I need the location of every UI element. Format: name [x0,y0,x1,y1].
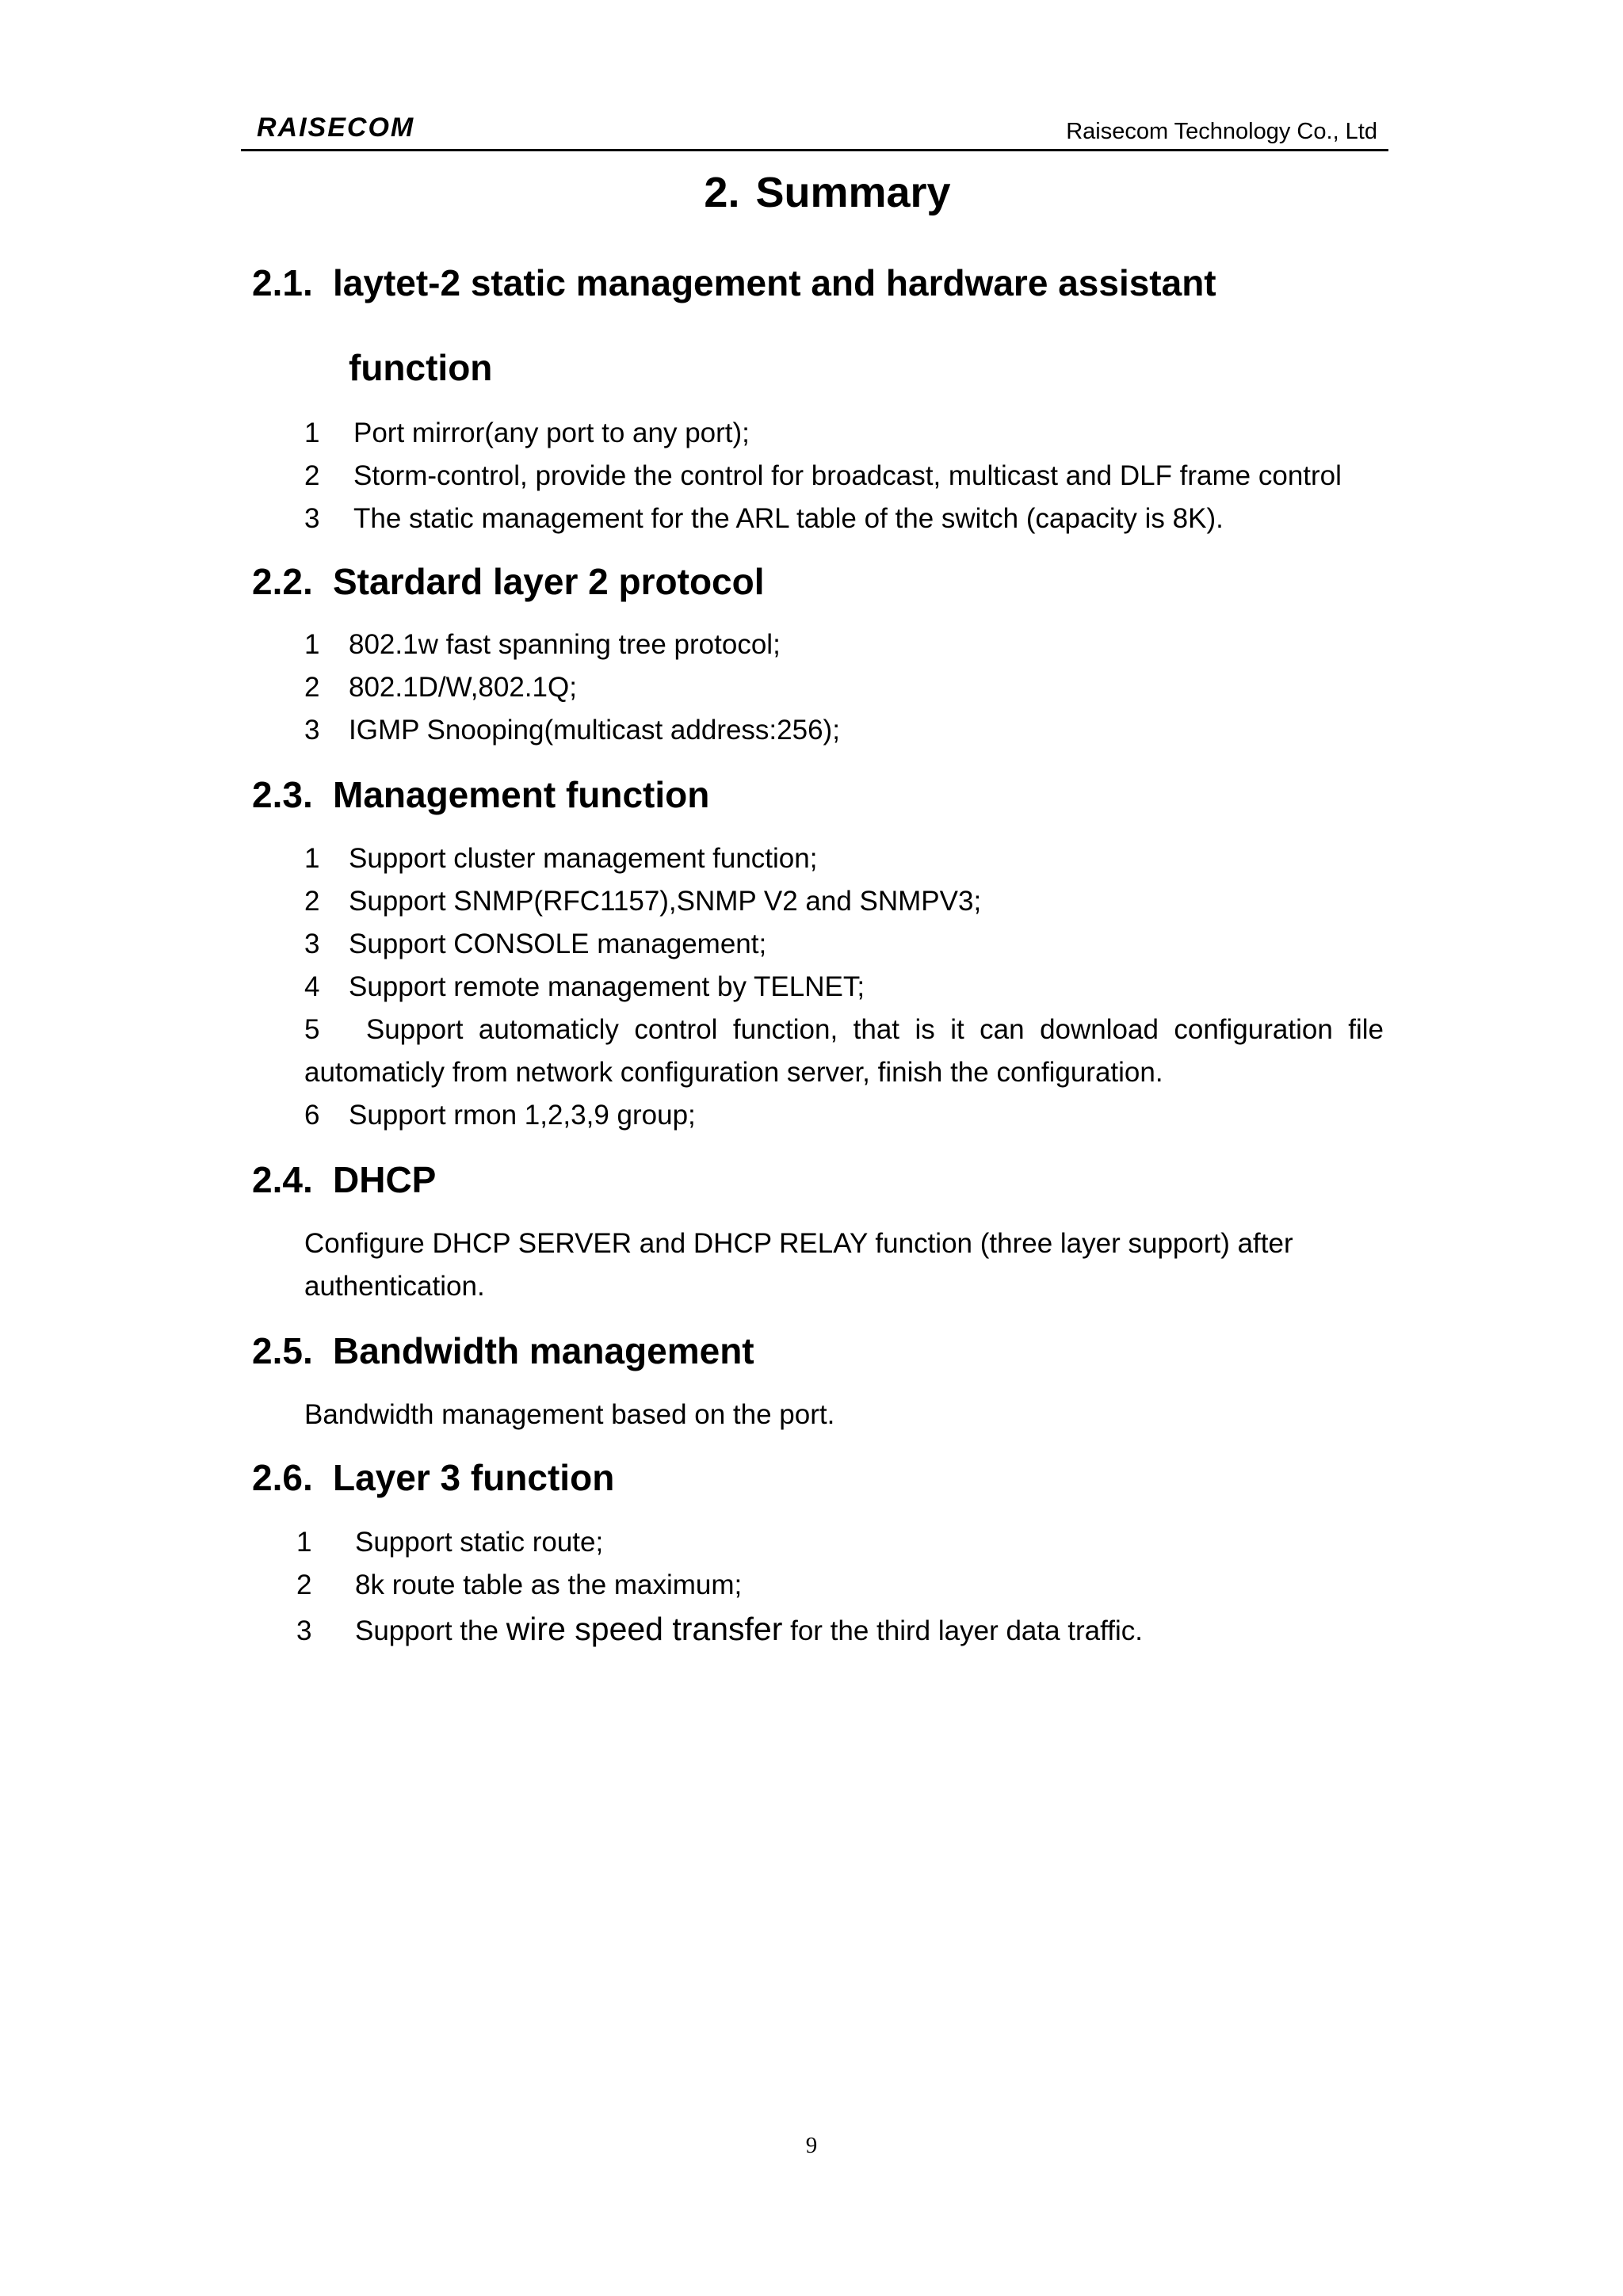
list-text: Support SNMP(RFC1157),SNMP V2 and SNMPV3; [349,886,982,917]
list-item [304,1100,696,1131]
paragraph-line: authentication. [304,1271,485,1302]
chapter-number: 2. [704,169,740,216]
section-heading-2-5 [252,1329,754,1372]
list-text: The static management for the ARL table of the switch (capacity is 8K). [353,503,1224,534]
list-number: 2 [304,672,320,703]
list-item [296,1611,1143,1648]
list-number: 2 [296,1569,312,1600]
list-item [304,672,577,704]
list-item [304,715,840,746]
list-number: 1 [304,418,320,448]
list-number: 1 [304,629,320,660]
list-text: automaticly from network configuration server, finish the configuration. [304,1057,1163,1088]
list-item [304,929,766,960]
list-item-continued [304,1057,1163,1089]
list-text: Support rmon 1,2,3,9 group; [349,1100,696,1131]
section-heading-2-3 [252,773,709,816]
section-title: DHCP [333,1159,437,1200]
list-text: Support remote management by TELNET; [349,971,865,1002]
section-title: Management function [333,774,710,815]
list-number: 5 [304,1014,320,1045]
list-text: for the third layer data traffic. [782,1615,1143,1646]
page-number: 9 [805,2133,818,2158]
list-number: 3 [304,715,320,746]
list-item [304,1014,1384,1046]
section-number: 2.6. [252,1457,313,1498]
list-item [304,460,1342,492]
section-number: 2.1. [252,262,313,303]
company-name: Raisecom Technology Co., Ltd [1066,119,1377,144]
list-text: Support CONSOLE management; [349,929,767,959]
raisecom-logo: RAISECOM [257,113,415,143]
section-heading-2-1 [252,261,1216,304]
list-text-emphasis: wire speed transfer [506,1611,783,1647]
list-number: 3 [304,503,320,534]
list-text: Support static route; [355,1527,604,1558]
list-text: 802.1D/W,802.1Q; [349,672,577,703]
section-title: laytet-2 static management and hardware assistant [333,262,1216,303]
list-item [304,886,981,917]
page-header [241,111,1388,151]
list-text: 8k route table as the maximum; [355,1569,743,1600]
chapter-title-text: Summary [755,169,951,216]
section-heading-2-4 [252,1158,436,1201]
list-text: Support cluster management function; [349,843,818,874]
list-item [304,971,865,1003]
list-number: 4 [304,971,320,1002]
list-item [304,629,781,661]
list-item [296,1527,603,1558]
section-title: Stardard layer 2 protocol [333,561,765,602]
section-heading-2-2 [252,560,765,603]
list-item [304,503,1224,535]
list-number: 3 [304,929,320,959]
list-text: Support the [355,1615,506,1646]
list-item [296,1569,742,1601]
section-title: Bandwidth management [333,1330,754,1371]
section-number: 2.5. [252,1330,313,1371]
list-text: 802.1w fast spanning tree protocol; [349,629,781,660]
list-number: 2 [304,886,320,917]
section-number: 2.4. [252,1159,313,1200]
list-text: Support automaticly control function, that is it can download configuration file [365,1014,1384,1045]
list-number: 1 [304,843,320,874]
list-number: 1 [296,1527,312,1558]
list-number: 2 [304,460,320,491]
section-heading-2-6 [252,1456,614,1499]
chapter-title [0,168,1623,217]
list-number: 3 [296,1615,312,1646]
list-text: Port mirror(any port to any port); [353,418,750,448]
list-item [304,418,750,449]
section-number: 2.3. [252,774,313,815]
section-number: 2.2. [252,561,313,602]
list-number: 6 [304,1100,320,1131]
paragraph-line: Bandwidth management based on the port. [304,1399,835,1430]
paragraph-line: Configure DHCP SERVER and DHCP RELAY function (three layer support) after [304,1228,1293,1259]
list-text: Storm-control, provide the control for broadcast, multicast and DLF frame control [353,460,1342,491]
list-text: IGMP Snooping(multicast address:256); [349,715,840,746]
list-item [304,843,817,875]
section-heading-2-1-continued: function [349,347,493,388]
section-title: Layer 3 function [333,1457,615,1498]
